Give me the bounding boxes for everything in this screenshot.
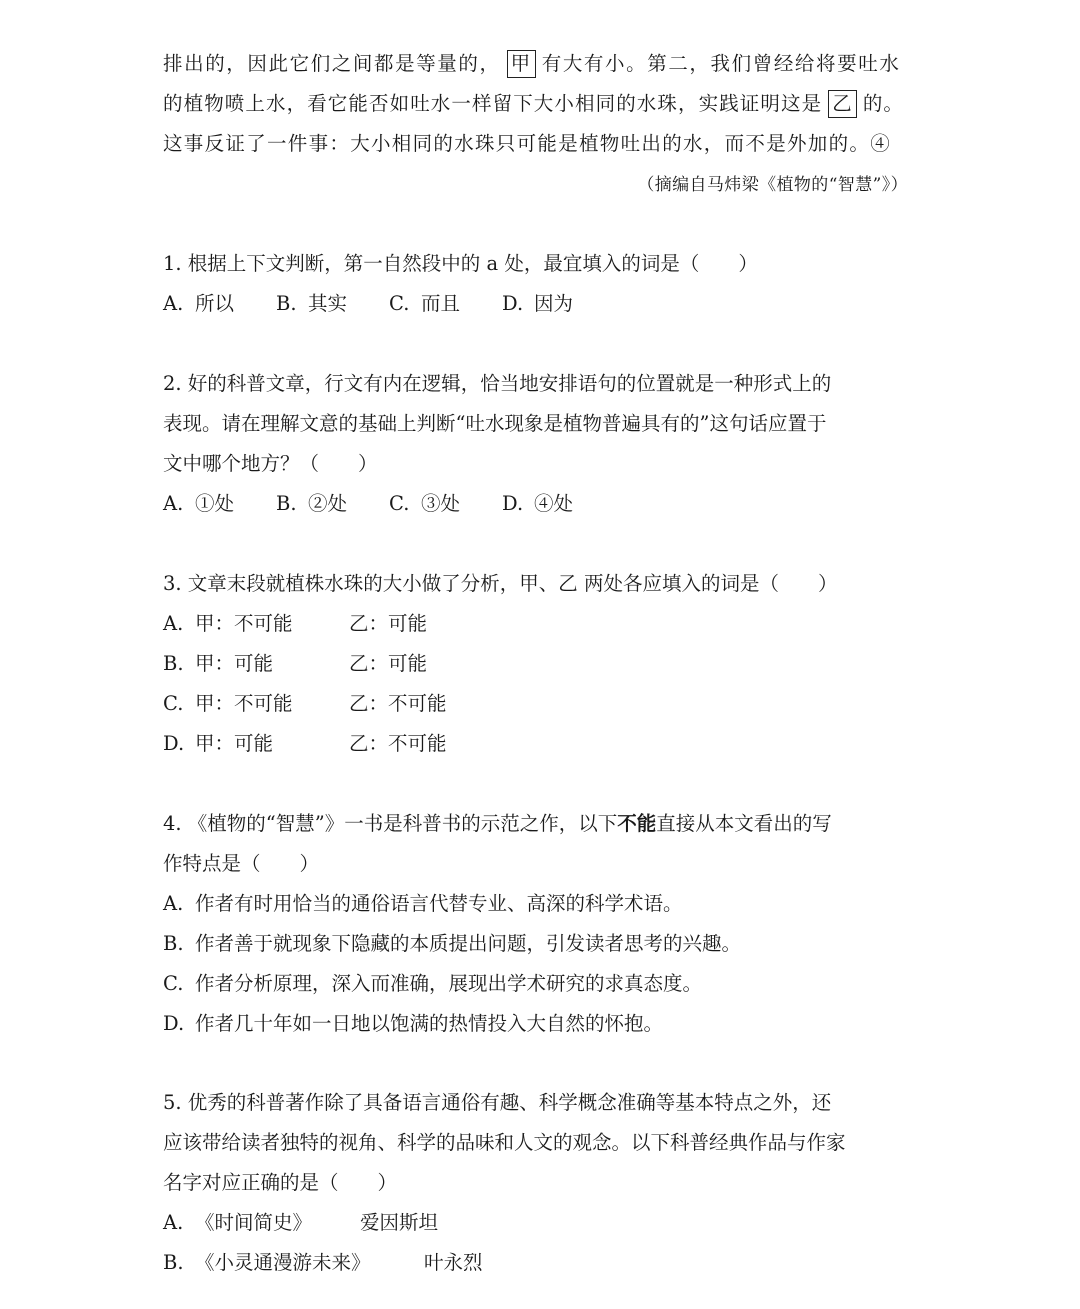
question-5-stem-line-2: 应该带给读者独特的视角、科学的品味和人文的观念。以下科普经典作品与作家 [163, 1131, 846, 1154]
question-3-option-a: A. 甲：不可能 乙：可能 [163, 612, 428, 635]
question-5-stem-line-1: 5. 优秀的科普著作除了具备语言通俗有趣、科学概念准确等基本特点之外，还 [163, 1091, 832, 1114]
option-b: B. ②处 [276, 492, 348, 515]
question-5-option-a: A. 《时间简史》 爱因斯坦 [163, 1211, 439, 1234]
option-d: D. 因为 [502, 292, 574, 315]
question-3-option-b: B. 甲：可能 乙：可能 [163, 652, 428, 675]
question-1-stem: 1. 根据上下文判断，第一自然段中的 a 处，最宜填入的词是（ ） [163, 252, 758, 275]
question-4-option-d: D. 作者几十年如一日地以饱满的热情投入大自然的怀抱。 [163, 1012, 664, 1035]
question-1-options [163, 290, 615, 318]
passage-text: 的植物喷上水，看它能否如吐水一样留下大小相同的水珠，实践证明这是 [163, 92, 823, 115]
passage-line-2 [163, 90, 904, 118]
option-a: A. ①处 [163, 492, 235, 515]
passage-text: 的。 [862, 92, 905, 115]
blank-box-yi: 乙 [828, 90, 857, 118]
question-4-option-b: B. 作者善于就现象下隐藏的本质提出问题，引发读者思考的兴趣。 [163, 932, 742, 955]
passage-line-1 [163, 50, 900, 78]
passage-source: （摘编自马炜梁《植物的“智慧”》） [637, 175, 908, 195]
passage-text: 排出的，因此它们之间都是等量的， [163, 52, 501, 75]
question-3-stem: 3. 文章末段就植株水珠的大小做了分析，甲、乙 两处各应填入的词是（ ） [163, 572, 838, 595]
question-2-stem-line-3: 文中哪个地方？（ ） [163, 452, 378, 475]
passage-line-3: 这事反证了一件事：大小相同的水珠只可能是植物吐出的水，而不是外加的。④ [163, 132, 892, 155]
question-4-stem-line-1: 4. 《植物的“智慧”》一书是科普书的示范之作，以下不能直接从本文看出的写 [163, 812, 832, 835]
question-5-option-b: B. 《小灵通漫游未来》 叶永烈 [163, 1251, 483, 1274]
option-a: A. 所以 [163, 292, 235, 315]
question-2-stem-line-2: 表现。请在理解文意的基础上判断“吐水现象是植物普遍具有的”这句话应置于 [163, 412, 827, 435]
option-b: B. 其实 [276, 292, 348, 315]
question-4-stem-line-2: 作特点是（ ） [163, 852, 320, 875]
question-3-option-d: D. 甲：可能 乙：不可能 [163, 732, 447, 755]
option-d: D. ④处 [502, 492, 574, 515]
question-3-option-c: C. 甲：不可能 乙：不可能 [163, 692, 447, 715]
question-2-options [163, 490, 615, 518]
question-2-stem-line-1: 2. 好的科普文章，行文有内在逻辑，恰当地安排语句的位置就是一种形式上的 [163, 372, 832, 395]
blank-box-jia: 甲 [507, 50, 536, 78]
option-c: C. 而且 [389, 292, 461, 315]
question-4-option-a: A. 作者有时用恰当的通俗语言代替专业、高深的科学术语。 [163, 892, 683, 915]
option-c: C. ③处 [389, 492, 461, 515]
question-5-stem-line-3: 名字对应正确的是（ ） [163, 1171, 398, 1194]
passage-text: 有大有小。第二，我们曾经给将要吐水 [541, 52, 901, 75]
emphasis-not-text: 不能 [617, 812, 657, 835]
question-4-option-c: C. 作者分析原理，深入而准确，展现出学术研究的求真态度。 [163, 972, 703, 995]
